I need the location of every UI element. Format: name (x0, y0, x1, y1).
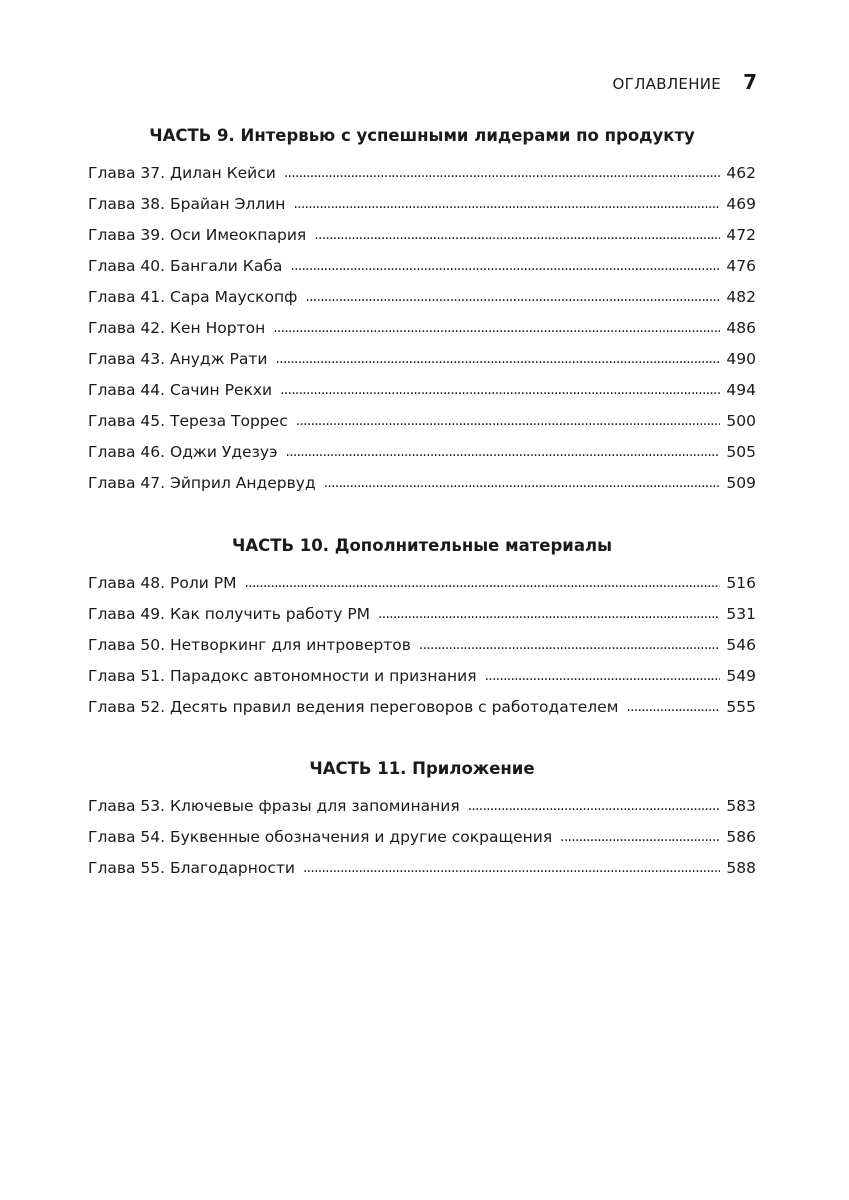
chapter-page-number: 555 (726, 698, 756, 716)
chapter-title: Глава 37. Дилан Кейси (88, 164, 276, 182)
toc-entry[interactable] (88, 220, 756, 251)
chapter-title: Глава 45. Тереза Торрес (88, 412, 288, 430)
chapter-page-number: 494 (726, 381, 756, 399)
page-number: 7 (743, 70, 757, 94)
dot-leader (303, 852, 720, 884)
toc-entry[interactable] (88, 568, 756, 599)
dot-leader (419, 629, 721, 661)
dot-leader (324, 467, 721, 499)
chapter-title: Глава 55. Благодарности (88, 859, 295, 877)
toc-entry[interactable] (88, 158, 756, 189)
chapter-title: Глава 46. Оджи Удезуэ (88, 443, 278, 461)
chapter-page-number: 586 (726, 828, 756, 846)
running-head (613, 70, 757, 94)
toc-entry[interactable] (88, 406, 756, 437)
toc-entry[interactable] (88, 344, 756, 375)
part-title: ЧАСТЬ 11. Приложение (309, 759, 535, 778)
toc-entry[interactable] (88, 468, 756, 499)
chapter-page-number: 462 (726, 164, 756, 182)
chapter-page-number: 490 (726, 350, 756, 368)
chapter-title: Глава 52. Десять правил ведения переговоров с работодателем (88, 698, 619, 716)
dot-leader (290, 250, 720, 282)
chapter-title: Глава 40. Бангали Каба (88, 257, 283, 275)
toc-entry[interactable] (88, 282, 756, 313)
part-title: ЧАСТЬ 10. Дополнительные материалы (232, 536, 612, 555)
toc-entry[interactable] (88, 630, 756, 661)
toc-entry[interactable] (88, 375, 756, 406)
chapter-page-number: 500 (726, 412, 756, 430)
chapter-title: Глава 41. Сара Маускопф (88, 288, 298, 306)
dot-leader (273, 312, 720, 344)
toc-entry[interactable] (88, 313, 756, 344)
part-10 (88, 534, 756, 723)
toc-entry[interactable] (88, 853, 756, 884)
dot-leader (284, 157, 721, 189)
dot-leader (296, 405, 721, 437)
chapter-title: Глава 47. Эйприл Андервуд (88, 474, 316, 492)
chapter-title: Глава 42. Кен Нортон (88, 319, 266, 337)
chapter-title: Глава 54. Буквенные обозначения и другие сокращения (88, 828, 553, 846)
toc-entry[interactable] (88, 437, 756, 468)
dot-leader (468, 790, 721, 822)
chapter-list (88, 158, 756, 499)
chapter-list (88, 568, 756, 723)
chapter-page-number: 505 (726, 443, 756, 461)
dot-leader (305, 281, 720, 313)
toc-entry[interactable] (88, 661, 756, 692)
chapter-page-number: 516 (726, 574, 756, 592)
chapter-page-number: 509 (726, 474, 756, 492)
toc-entry[interactable] (88, 251, 756, 282)
dot-leader (485, 660, 721, 692)
toc-entry[interactable] (88, 189, 756, 220)
dot-leader (286, 436, 721, 468)
dot-leader (244, 567, 720, 599)
toc-entry[interactable] (88, 599, 756, 630)
dot-leader (378, 598, 720, 630)
toc-entry[interactable] (88, 692, 756, 723)
chapter-page-number: 588 (726, 859, 756, 877)
chapter-title: Глава 48. Роли PM (88, 574, 237, 592)
part-9 (88, 124, 756, 499)
chapter-title: Глава 53. Ключевые фразы для запоминания (88, 797, 460, 815)
chapter-page-number: 482 (726, 288, 756, 306)
toc-entry[interactable] (88, 822, 756, 853)
dot-leader (280, 374, 720, 406)
chapter-list (88, 791, 756, 884)
chapter-page-number: 583 (726, 797, 756, 815)
chapter-page-number: 546 (726, 636, 756, 654)
chapter-page-number: 486 (726, 319, 756, 337)
chapter-title: Глава 38. Брайан Эллин (88, 195, 286, 213)
chapter-page-number: 472 (726, 226, 756, 244)
chapter-title: Глава 43. Анудж Рати (88, 350, 268, 368)
dot-leader (314, 219, 720, 251)
chapter-page-number: 531 (726, 605, 756, 623)
running-title: ОГЛАВЛЕНИЕ (612, 75, 722, 93)
dot-leader (275, 343, 720, 375)
part-title: ЧАСТЬ 9. Интервью с успешными лидерами по продукту (149, 126, 695, 145)
part-11 (88, 757, 756, 884)
dot-leader (626, 691, 720, 723)
chapter-page-number: 476 (726, 257, 756, 275)
chapter-title: Глава 49. Как получить работу PM (88, 605, 371, 623)
toc-entry[interactable] (88, 791, 756, 822)
dot-leader (560, 821, 720, 853)
chapter-title: Глава 39. Оси Имеокпария (88, 226, 307, 244)
chapter-title: Глава 51. Парадокс автономности и признания (88, 667, 477, 685)
chapter-title: Глава 44. Сачин Рекхи (88, 381, 273, 399)
dot-leader (293, 188, 720, 220)
chapter-title: Глава 50. Нетворкинг для интровертов (88, 636, 411, 654)
chapter-page-number: 549 (726, 667, 756, 685)
chapter-page-number: 469 (726, 195, 756, 213)
